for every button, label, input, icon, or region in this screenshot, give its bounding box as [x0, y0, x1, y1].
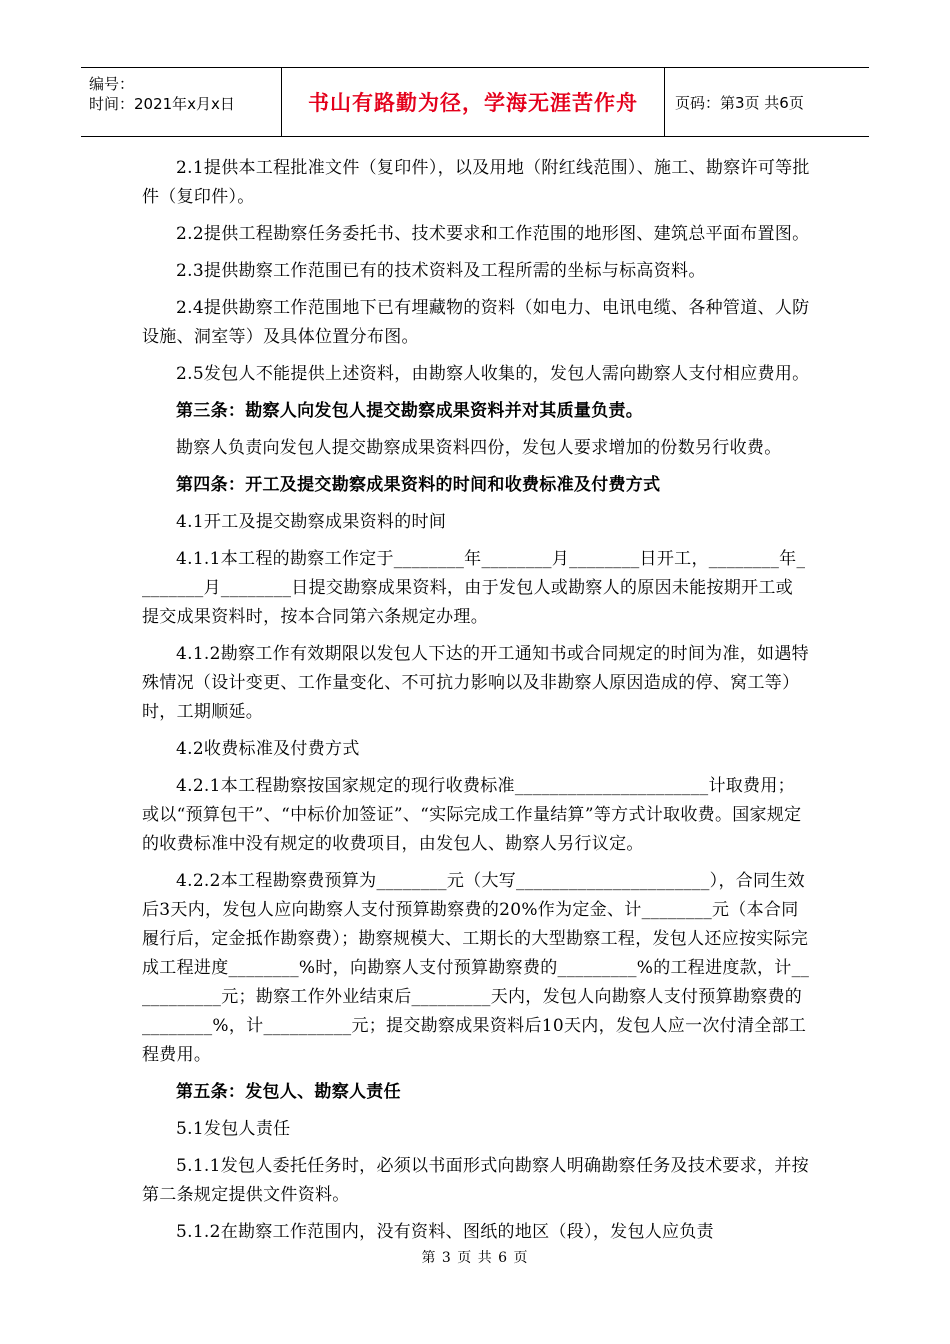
document-header	[81, 67, 869, 137]
number-label: 编号：	[89, 75, 135, 93]
paragraph: 4.2.2本工程勘察费预算为________元（大写______________________），合同生效后3天内，发包人应向勘察人支付预算勘察费的20%作为定金、计________元（本合同履行后，定金抵作勘察费）；勘察规模大、工期长的大型勘察工程，发包人还应按实际完成工程进度________%时，向勘察人支付预算勘察费的_________%的工程进度款，计___________元；勘察工作外业结束后_________天内，发包人向勘察人支付预算勘察费的________%，计__________元；提交勘察成果资料后10天内，发包人应一次付清全部工程费用。	[142, 871, 810, 1065]
paragraph: 2.4提供勘察工作范围地下已有埋藏物的资料（如电力、电讯电缆、各种管道、人防设施、洞室等）及具体位置分布图。	[142, 298, 810, 347]
paragraph: 2.1提供本工程批准文件（复印件），以及用地（附红线范围）、施工、勘察许可等批件（复印件）。	[142, 158, 810, 207]
header-page-label: 页码：第3页 共6页	[675, 93, 804, 112]
paragraph: 2.3提供勘察工作范围已有的技术资料及工程所需的坐标与标高资料。	[176, 261, 706, 281]
paragraph: 5.1发包人责任	[176, 1119, 291, 1139]
paragraph: 2.5发包人不能提供上述资料，由勘察人收集的，发包人需向勘察人支付相应费用。	[176, 364, 810, 384]
article-heading: 第四条：开工及提交勘察成果资料的时间和收费标准及付费方式	[176, 475, 661, 495]
header-meta	[89, 74, 235, 114]
paragraph: 5.1.2在勘察工作范围内，没有资料、图纸的地区（段），发包人应负责	[176, 1222, 714, 1242]
time-label: 时间：2021年x月x日	[89, 95, 235, 113]
paragraph: 勘察人负责向发包人提交勘察成果资料四份，发包人要求增加的份数另行收费。	[176, 438, 782, 458]
paragraph: 2.2提供工程勘察任务委托书、技术要求和工作范围的地形图、建筑总平面布置图。	[176, 224, 810, 244]
article-heading: 第三条：勘察人向发包人提交勘察成果资料并对其质量负责。	[176, 401, 644, 421]
paragraph: 4.2收费标准及付费方式	[176, 739, 360, 759]
page-footer: 第 3 页 共 6 页	[421, 1250, 529, 1266]
paragraph: 4.2.1本工程勘察按国家规定的现行收费标准______________________计取费用；或以“预算包干”、“中标价加签证”、“实际完成工作量结算”等方式计取收费。国家规定的收费标准中没有规定的收费项目，由发包人、勘察人另行议定。	[142, 776, 802, 854]
paragraph: 4.1开工及提交勘察成果资料的时间	[176, 512, 447, 532]
header-motto: 书山有路勤为径，学海无涯苦作舟	[281, 68, 665, 136]
paragraph: 5.1.1发包人委托任务时，必须以书面形式向勘察人明确勘察任务及技术要求，并按第二条规定提供文件资料。	[142, 1156, 809, 1205]
article-heading: 第五条：发包人、勘察人责任	[176, 1082, 401, 1102]
paragraph: 4.1.1本工程的勘察工作定于________年________月________日开工，________年________月________日提交勘察成果资料，由于发包人或勘察人的原因未能按期开工或提交成果资料时，按本合同第六条规定办理。	[142, 549, 806, 627]
paragraph: 4.1.2勘察工作有效期限以发包人下达的开工通知书或合同规定的时间为准，如遇特殊情况（设计变更、工作量变化、不可抗力影响以及非勘察人原因造成的停、窝工等）时，工期顺延。	[142, 644, 809, 722]
document-body	[142, 154, 810, 1255]
